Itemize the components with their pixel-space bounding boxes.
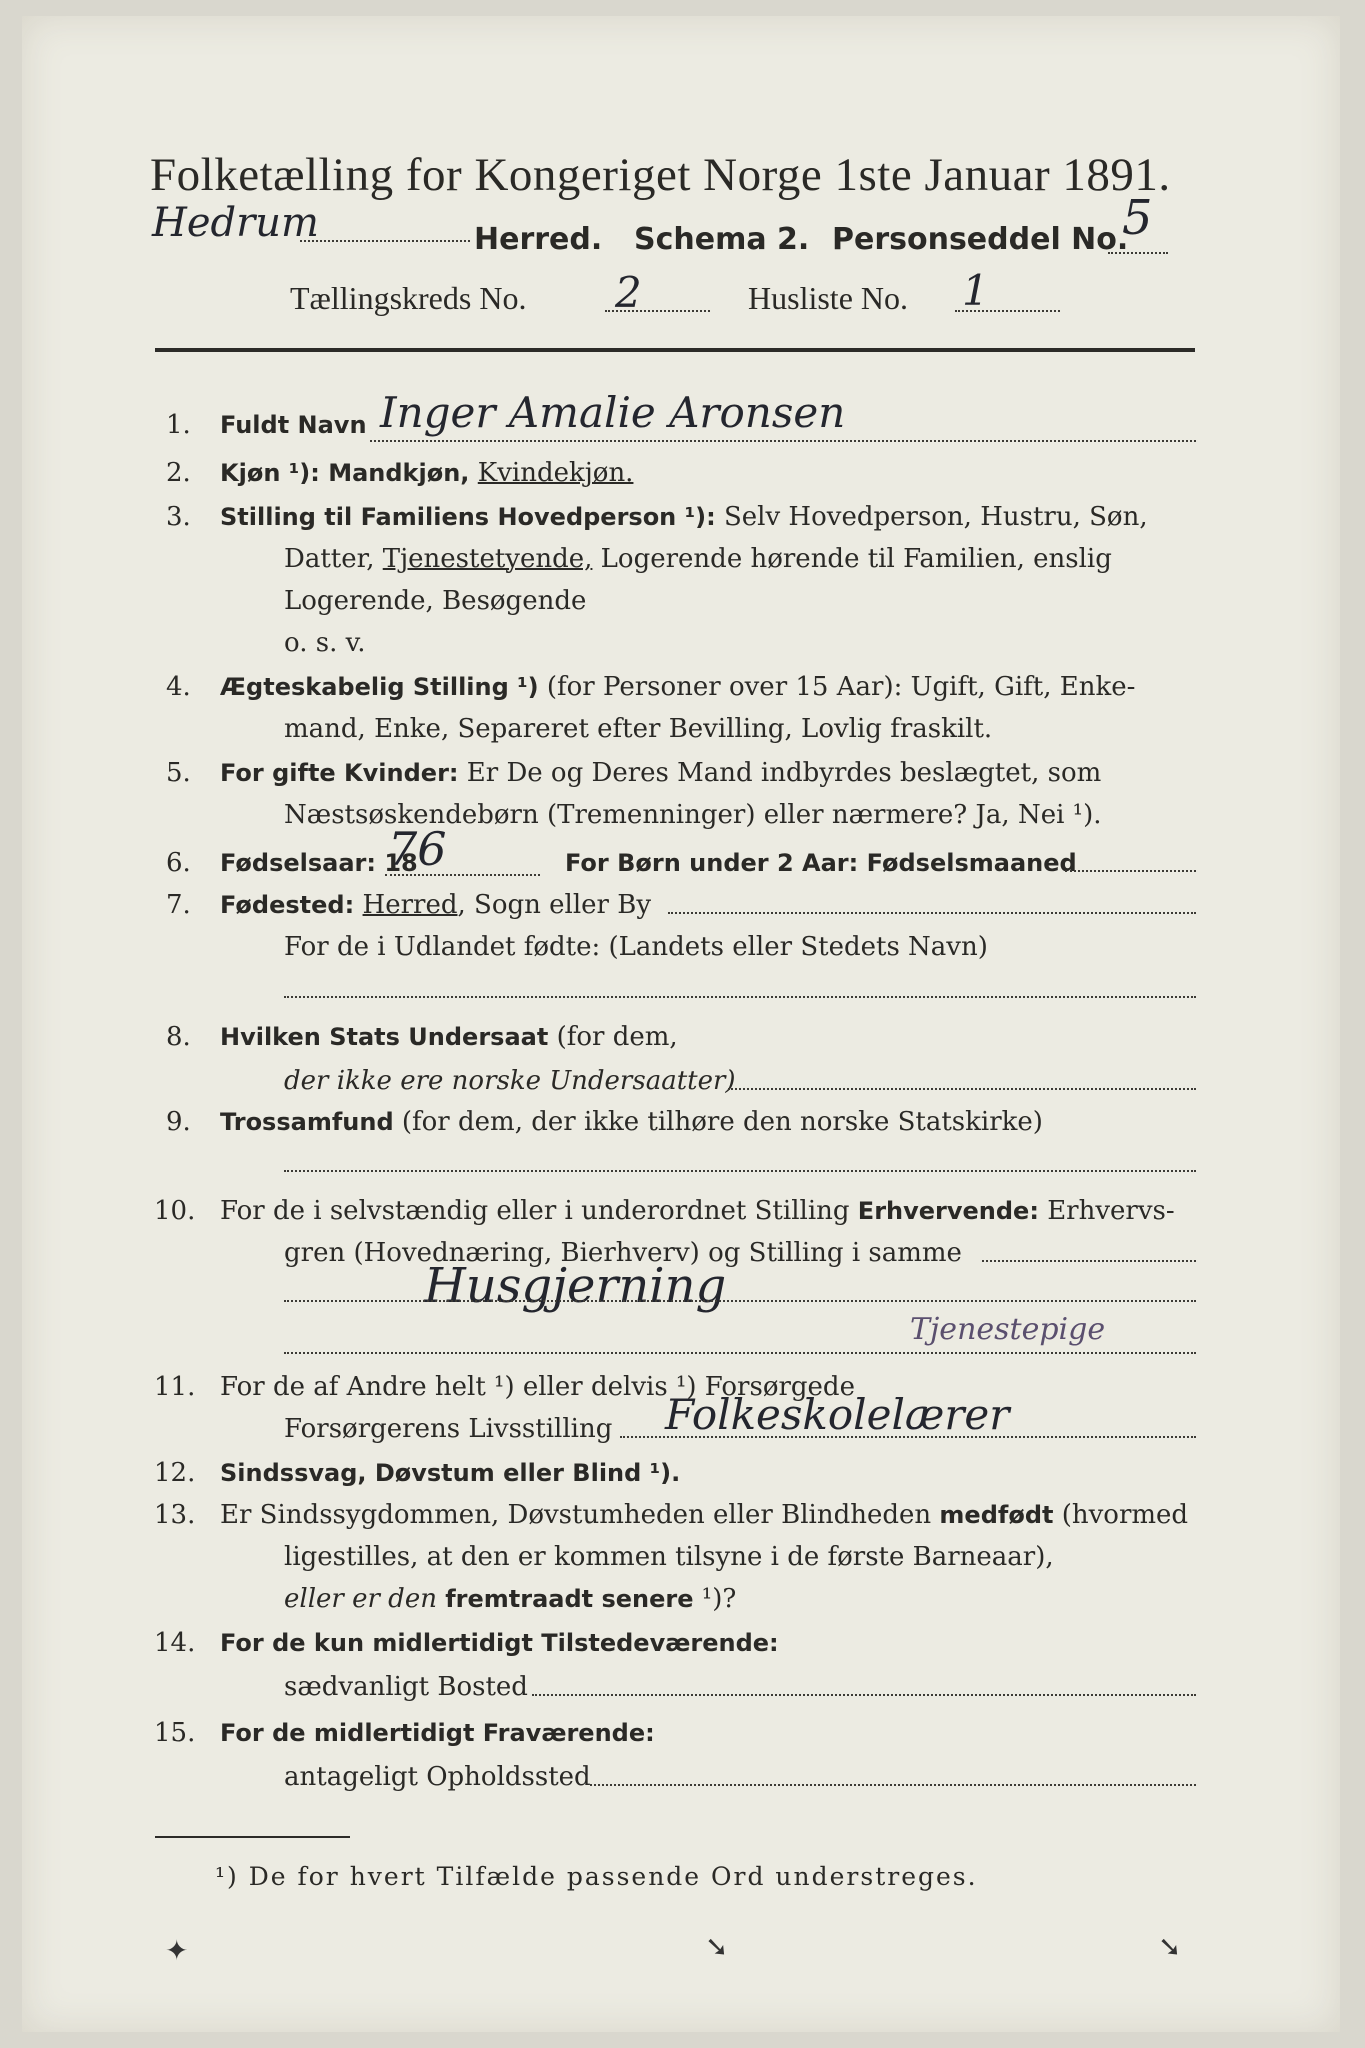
q9-number: 9.	[166, 1107, 191, 1137]
q6-number: 6.	[166, 848, 191, 878]
q3-label: Stilling til Familiens Hovedperson ¹):	[220, 503, 716, 531]
q13-line1c: (hvormed	[1053, 1500, 1189, 1530]
personseddel-label: Personseddel No.	[832, 222, 1129, 257]
q7-line2: For de i Udlandet fødte: (Landets eller Stedets Navn)	[284, 932, 988, 962]
corner-mark-left: ✦	[165, 1934, 189, 1967]
q7-rest: , Sogn eller By	[457, 890, 652, 920]
footnote-divider	[155, 1836, 350, 1838]
q11-line1: For de af Andre helt ¹) eller delvis ¹) Forsørgede	[220, 1372, 855, 1402]
q15-number: 15.	[154, 1718, 196, 1748]
q9-label: Trossamfund	[220, 1108, 394, 1136]
q10-position: Tjenestepige	[910, 1312, 1106, 1347]
q12-number: 12.	[154, 1458, 196, 1488]
q9-line1: (for dem, der ikke tilhøre den norske Statskirke)	[393, 1107, 1043, 1137]
q13-line3a: eller er den	[284, 1584, 446, 1614]
q7-number: 7.	[166, 890, 191, 920]
q4-line1: (for Personer over 15 Aar): Ugift, Gift, Enke-	[538, 672, 1136, 702]
q13-line1a: Er Sindssygdommen, Døvstumheden eller Blindheden	[220, 1500, 940, 1530]
q6-label: Fødselsaar: 18	[220, 849, 418, 877]
q3-number: 3.	[166, 502, 191, 532]
corner-mark-center: ➘	[705, 1930, 729, 1963]
q1-label: Fuldt Navn	[220, 411, 367, 439]
q8-number: 8.	[166, 1022, 191, 1052]
q7-label: Fødested:	[220, 891, 363, 919]
q1-full-name: Inger Amalie Aronsen	[380, 388, 846, 437]
header-divider	[155, 348, 1195, 352]
q15-label: For de midlertidigt Fraværende:	[220, 1719, 655, 1747]
q10-line1c: Erhvervs-	[1038, 1196, 1175, 1226]
q8-line1: (for dem,	[548, 1022, 678, 1052]
q4-line2: mand, Enke, Separeret efter Bevilling, Lovlig fraskilt.	[284, 714, 993, 744]
q13-number: 13.	[154, 1500, 196, 1530]
q13-line2: ligestilles, at den er kommen tilsyne i de første Barneaar),	[284, 1542, 1054, 1572]
q6-birth-year: 76	[388, 822, 447, 876]
q13-line1b: medfødt	[939, 1501, 1054, 1529]
herred-name-handwritten: Hedrum	[152, 200, 319, 246]
q2-number: 2.	[166, 458, 191, 488]
q4-number: 4.	[166, 672, 191, 702]
husliste-label: Husliste No.	[748, 280, 908, 316]
corner-mark-right: ➘	[1158, 1930, 1182, 1963]
q4-label: Ægteskabelig Stilling ¹)	[220, 673, 539, 701]
q3-line2a: Datter,	[284, 544, 383, 574]
q3-line1: Selv Hovedperson, Hustru, Søn,	[715, 502, 1148, 532]
personseddel-number: 5	[1122, 190, 1153, 246]
q8-line2: der ikke ere norske Undersaatter)	[284, 1066, 736, 1096]
q14-line2: sædvanligt Bosted	[284, 1672, 528, 1702]
q7-selected-herred: Herred	[362, 890, 458, 920]
q15-line2: antageligt Opholdssted	[284, 1762, 591, 1792]
q11-number: 11.	[154, 1372, 196, 1402]
q11-line2: Forsørgerens Livsstilling	[284, 1414, 613, 1444]
husliste-number: 1	[962, 266, 989, 315]
form-title: Folketælling for Kongeriget Norge 1ste Januar 1891.	[150, 149, 1171, 201]
q1-number: 1.	[166, 410, 191, 440]
schema-label: Schema 2.	[634, 222, 810, 257]
q11-provider-occupation: Folkeskolelærer	[665, 1390, 1010, 1439]
q3-line2c: Logerende hørende til Familien, enslig	[592, 544, 1112, 574]
q3-selected-tjenestetyende: Tjenestetyende,	[382, 544, 593, 574]
q10-number: 10.	[154, 1196, 196, 1226]
herred-label: Herred.	[474, 222, 603, 257]
q13-line3b: fremtraadt senere	[445, 1585, 694, 1613]
q2-selected-kvindekjon: Kvindekjøn.	[477, 458, 634, 488]
q8-label: Hvilken Stats Undersaat	[220, 1023, 549, 1051]
q3-line3: Logerende, Besøgende	[284, 586, 587, 616]
q13-line3c: ¹)?	[693, 1584, 737, 1614]
q5-line2: Næstsøskendebørn (Tremenninger) eller nærmere? Ja, Nei ¹).	[284, 800, 1102, 830]
q10-line1a: For de i selvstændig eller i underordnet Stilling	[220, 1196, 858, 1226]
q10-line2: gren (Hovednæring, Bierhverv) og Stilling i samme	[284, 1238, 962, 1268]
kreds-label: Tællingskreds No.	[290, 280, 527, 316]
q5-line1: Er De og Deres Mand indbyrdes beslægtet, som	[458, 758, 1102, 788]
q12-label: Sindssvag, Døvstum eller Blind ¹).	[220, 1459, 681, 1487]
q5-number: 5.	[166, 758, 191, 788]
q6-rest: For Børn under 2 Aar: Fødselsmaaned	[565, 849, 1077, 877]
q10-occupation: Husgjerning	[424, 1258, 727, 1314]
q2-text: Kjøn ¹): Mandkjøn,	[220, 459, 478, 487]
q14-label: For de kun midlertidigt Tilstedeværende:	[220, 1629, 779, 1657]
kreds-number: 2	[615, 268, 642, 317]
q10-line1b: Erhvervende:	[857, 1197, 1039, 1225]
q3-line4: o. s. v.	[284, 628, 366, 658]
footnote: ¹) De for hvert Tilfælde passende Ord understreges.	[215, 1862, 978, 1891]
q5-label: For gifte Kvinder:	[220, 759, 459, 787]
q14-number: 14.	[154, 1628, 196, 1658]
